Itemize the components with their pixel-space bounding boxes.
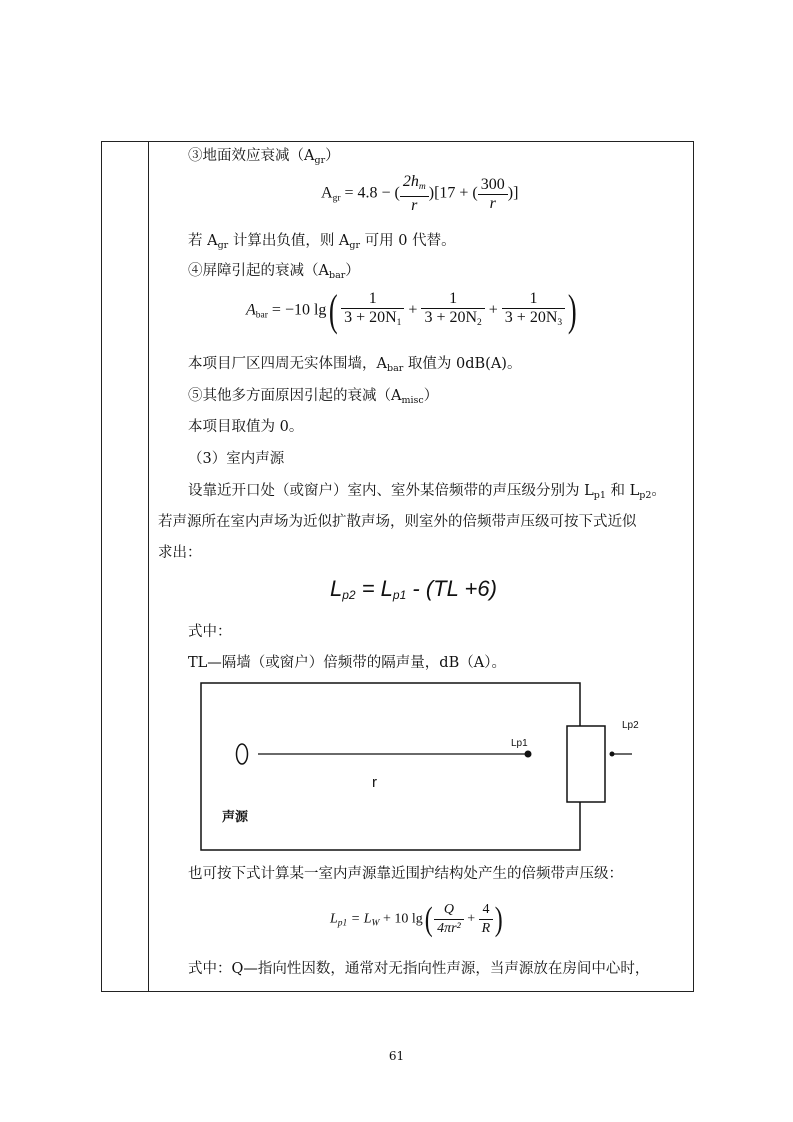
lp1-frac-r: $\frac{4}{R}$: [479, 901, 494, 938]
q-definition: 式中：Q—指向性因数，通常对无指向性声源，当声源放在房间中心时，: [188, 961, 650, 977]
lp2-formula: $L_{p2} = L_{p1} - (TL +6)$: [330, 576, 497, 602]
lp1-intro: 也可按下式计算某一室内声源靠近围护结构处产生的倍频带声压级：: [188, 866, 623, 882]
agr-formula: $A_{gr} = 4.8$ − ( $\frac{2h_m}{r}$ )[17 + ( $\frac{300}{r}$ )]: [321, 173, 519, 214]
amisc-heading: ⑤其他多方面原因引起的衰减$(A_{misc})$: [188, 388, 439, 406]
tl-definition: TL—隔墙（或窗户）倍频带的隔声量，dB（A）。: [188, 655, 506, 671]
wall-window-box: [567, 726, 605, 802]
abar-frac-3: $\frac{1}{3 + 20N_3}$: [502, 290, 565, 332]
abar-frac-1: $\frac{1}{3 + 20N_1}$: [341, 290, 404, 332]
abar-formula: $A_{bar} = -10$ lg( $\frac{1}{3 + 20N_1}$ + $\frac{1}{3 + 20N_2}$ + $\frac{1}{3 + 20N_3}$ ): [246, 286, 577, 335]
indoor-para-3: 求出：: [158, 545, 202, 561]
agr-frac-hm: $\frac{2h_m}{r}$: [400, 173, 429, 215]
page-number: 61: [388, 1049, 405, 1063]
agr-note: 若 $A_{gr}$ 计算出负值，则 $A_{gr}$ 可用 0 代替。: [188, 233, 456, 251]
indoor-source-diagram: [200, 682, 650, 856]
agr-heading: ③地面效应衰减$(A_{gr})$: [188, 148, 340, 166]
abar-frac-2: $\frac{1}{3 + 20N_2}$: [421, 290, 484, 332]
label-lp2: Lp2: [622, 720, 639, 731]
source-circle: [237, 744, 248, 764]
lp2-point: [610, 752, 615, 757]
where-label: 式中：: [188, 624, 232, 640]
label-lp1: Lp1: [511, 738, 528, 749]
lp1-frac-q: $\frac{Q}{\text{4πr²}}$: [434, 901, 464, 938]
indoor-heading: （3）室内声源: [188, 451, 285, 467]
label-source: 声源: [222, 810, 249, 825]
room-outline: [201, 683, 580, 850]
label-r: r: [372, 774, 377, 791]
column-divider: [148, 141, 149, 992]
indoor-para-1: 设靠近开口处（或窗户）室内、室外某倍频带的声压级分别为 $L_{p1}$ 和 $L_{p2}$。: [188, 483, 666, 501]
lp1-point: [525, 751, 532, 758]
agr-frac-300: $\frac{300}{r}$: [478, 176, 508, 213]
indoor-para-2: 若声源所在室内声场为近似扩散声场，则室外的倍频带声压级可按下式近似: [158, 514, 637, 530]
amisc-note: 本项目取值为 0。: [188, 419, 304, 435]
diagram-svg: [200, 682, 650, 852]
abar-note: 本项目厂区四周无实体围墙，$A_{bar}$ 取值为 0dB(A)。: [188, 356, 522, 374]
lp1-formula: $L_{p1} = L_W + 10$ lg( $\frac{Q}{\text{4πr²}}$ + $\frac{4}{R}$ ): [330, 900, 503, 938]
abar-heading: ④屏障引起的衰减$(A_{bar})$: [188, 263, 360, 281]
